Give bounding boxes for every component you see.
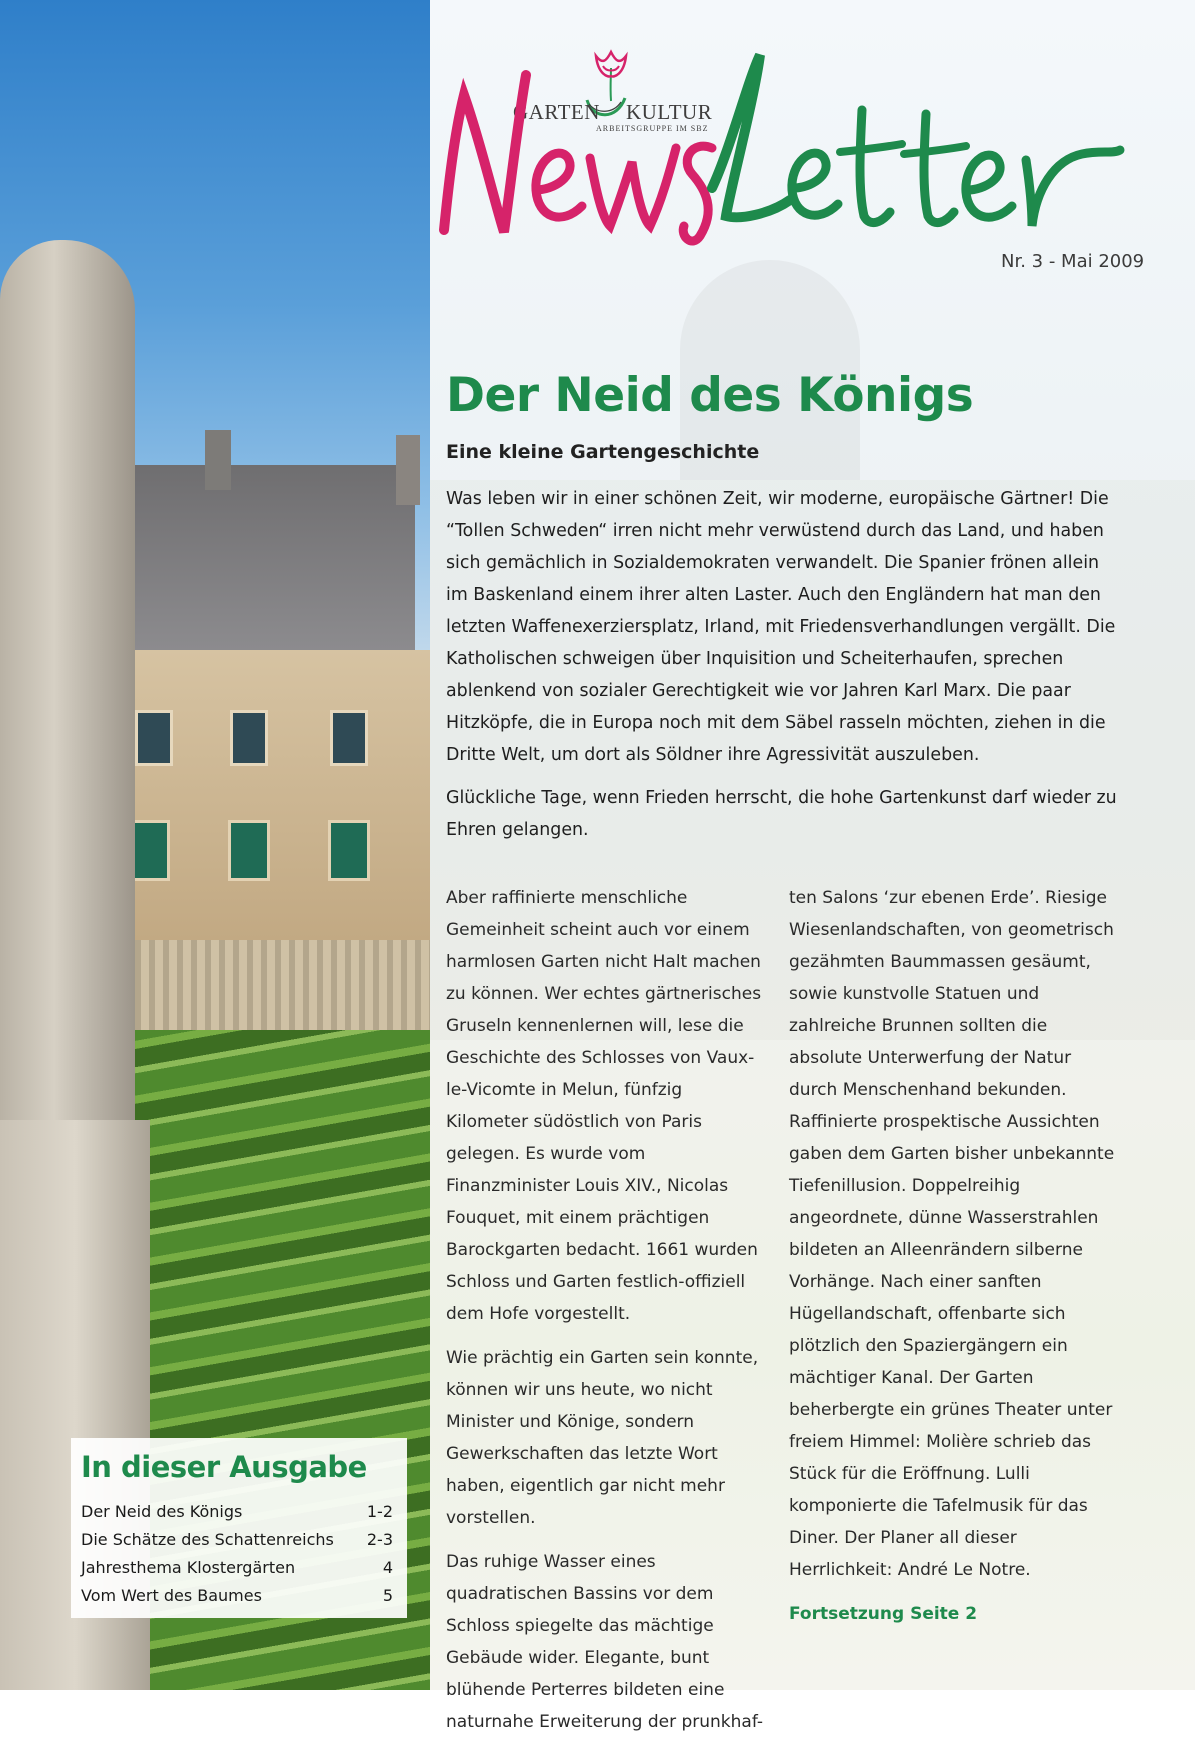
window	[228, 820, 270, 881]
body-paragraph: Aber raffinierte menschliche Gemeinheit scheint auch vor einem harmlosen Garten nicht Halt machen zu können. Wer echtes gärtnerisches Gruseln kennenlernen will, lese die Geschichte des Schlosses von Vaux-le-Vicomte in Melun, fünfzig Kilometer südöstlich von Paris gelegen. Es wurde vom Finanzminister Louis XIV., Nicolas Fouquet, mit einem prächtigen Barockgarten bedacht. 1661 wurden Schloss und Garten festlich-offiziell dem Hofe vorgestellt.	[446, 888, 762, 1324]
balustrade	[85, 940, 430, 1030]
chateau-roof	[95, 465, 415, 650]
window	[330, 710, 368, 766]
continued-link[interactable]: Fortsetzung Seite 2	[789, 1604, 978, 1624]
toc-item[interactable]	[81, 1530, 393, 1549]
chimney	[205, 430, 231, 490]
toc-item-pages: 1-2	[366, 1502, 393, 1521]
table-of-contents	[71, 1438, 407, 1618]
window	[230, 710, 268, 766]
cover-photo	[0, 0, 430, 1690]
toc-item-pages: 2-3	[366, 1530, 393, 1549]
toc-item-label: Jahresthema Klostergärten	[81, 1558, 296, 1577]
toc-item[interactable]	[81, 1558, 393, 1577]
article-title: Der Neid des Königs	[446, 368, 974, 423]
chimney	[396, 435, 420, 505]
toc-item-pages: 4	[382, 1558, 393, 1577]
logo-kultur: KULTUR	[626, 100, 713, 124]
toc-title: In dieser Ausgabe	[81, 1450, 367, 1484]
window	[328, 820, 370, 881]
lead-paragraph: Was leben wir in einer schönen Zeit, wir moderne, europäische Gärtner! Die “Tollen Schweden“ irren nicht mehr verwüstend durch das Land, und haben sich gemächlich in Sozialdemokraten verwandelt. Die Spanier frönen allein im Baskenland einem ihrer alten Laster. Auch den Engländern hat man den letzten Waffenexerziersplatz, Irland, mit Friedensverhandlungen vergällt. Die Katholischen schweigen über Inquisition und Scheiterhaufen, sprechen ablenkend von sozialer Gerechtigkeit wie vor Jahren Karl Marx. Die paar Hitzköpfe, die in Europa noch mit dem Säbel rasseln möchten, ziehen in die Dritte Welt, um dort als Söldner ihre Agressivität auszuleben.	[446, 489, 1116, 765]
toc-item[interactable]	[81, 1502, 393, 1521]
toc-item[interactable]	[81, 1586, 393, 1605]
logo-subtitle: ARBEITSGRUPPE IM SBZ	[596, 124, 709, 133]
toc-item-pages: 5	[382, 1586, 393, 1605]
logo-garten: GARTEN	[513, 100, 600, 124]
body-paragraph: ten Salons ‘zur ebenen Erde’. Riesige Wiesenlandschaften, von geometrisch gezähmten Baummassen gesäumt, sowie kunstvolle Statuen und zahlreiche Brunnen sollten die absolute Unterwerfung der Natur durch Menschenhand bekunden. Raffinierte prospektische Aussichten gaben dem Garten bisher unbekannte Tiefenillusion. Doppelreihig angeordnete, dünne Wasserstrahlen bildeten an Alleenrändern silberne Vorhänge. Nach einer sanften Hügellandschaft, offenbarte sich plötzlich den Spaziergängern ein mächtiger Kanal. Der Garten beherbergte ein grünes Theater unter freiem Himmel: Molière schrieb das Stück für die Eröffnung. Lulli komponierte die Tafelmusik für das Diner. Der Planer all dieser Herrlichkeit: André Le Notre.	[789, 888, 1115, 1580]
newsletter-wordmark	[430, 40, 1130, 250]
article-subtitle: Eine kleine Gartengeschichte	[446, 441, 760, 463]
lead-paragraph: Glückliche Tage, wenn Frieden herrscht, die hohe Gartenkunst darf wieder zu Ehren gelangen.	[446, 788, 1117, 840]
issue-number: Nr. 3 - Mai 2009	[1001, 251, 1145, 272]
article-column-left	[446, 882, 766, 1750]
body-paragraph: Das ruhige Wasser eines quadratischen Bassins vor dem Schloss spiegelte das mächtige Gebäude wider. Elegante, bunt blühende Perterres bildeten eine naturnahe Erweiterung der prunkhaf-	[446, 1552, 764, 1732]
body-paragraph: Wie prächtig ein Garten sein konnte, können wir uns heute, wo nicht Minister und Könige, sondern Gewerkschaften das letzte Wort haben, eigentlich gar nicht mehr vorstellen.	[446, 1348, 759, 1528]
article-column-right	[789, 882, 1124, 1630]
window	[135, 710, 173, 766]
toc-item-label: Die Schätze des Schattenreichs	[81, 1530, 334, 1549]
toc-item-label: Der Neid des Königs	[81, 1502, 243, 1521]
toc-item-label: Vom Wert des Baumes	[81, 1586, 262, 1605]
